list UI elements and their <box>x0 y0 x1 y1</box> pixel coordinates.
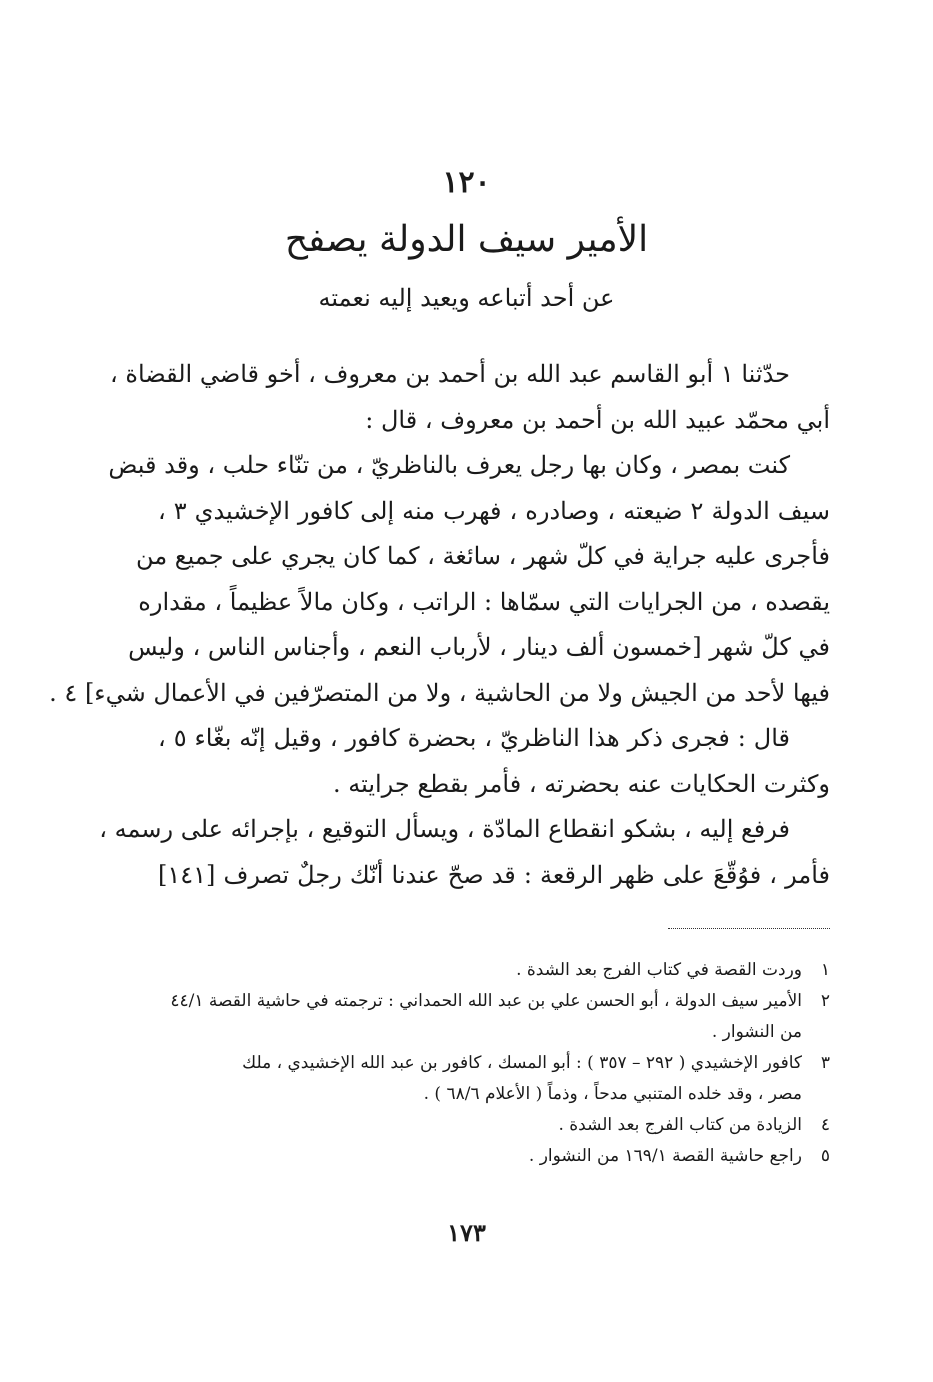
body-line-9: قال : فجرى ذكر هذا الناظريّ ، بحضرة كافور ، وقيل إنّه بغّاء ٥ ، <box>158 724 790 752</box>
footnote-continuation: مصر ، وقد خلده المتنبي مدحاً ، وذماً ( الأعلام ٦٨/٦ ) . <box>423 1084 802 1104</box>
footnote-number: ٤ <box>820 1115 830 1135</box>
story-title: الأمير سيف الدولة يصفح <box>284 219 649 260</box>
body-line-4: سيف الدولة ٢ ضيعته ، وصادره ، فهرب منه إلى كافور الإخشيدي ٣ ، <box>158 496 831 525</box>
footnote-separator <box>668 928 830 929</box>
body-line-5: فأجرى عليه جراية في كلّ شهر ، سائغة ، كما كان يجري على جميع من <box>136 542 830 570</box>
footnote-number: ٢ <box>820 991 830 1011</box>
story-subtitle: عن أحد أتباعه ويعيد إليه نعمته <box>318 284 615 312</box>
footnotes <box>150 955 830 1172</box>
footnote-number: ٣ <box>820 1053 830 1073</box>
body-line-8: فيها لأحد من الجيش ولا من الحاشية ، ولا من المتصرّفين في الأعمال شيء] ٤ . <box>49 678 830 707</box>
body-line-3: كنت بمصر ، وكان بها رجل يعرف بالناظريّ ، من تنّاء حلب ، وقد قبض <box>108 451 790 479</box>
footnote-line: وردت القصة في كتاب الفرج بعد الشدة . <box>516 960 802 980</box>
footnote-2 <box>150 986 830 1048</box>
footnote-line: كافور الإخشيدي ( ٢٩٢ – ٣٥٧ ) : أبو المسك ، كافور بن عبد الله الإخشيدي ، ملك <box>242 1053 802 1073</box>
footnote-continuation: من النشوار . <box>711 1022 802 1042</box>
body-line-2: أبي محمّد عبيد الله بن أحمد بن معروف ، قال : <box>365 405 830 434</box>
footnote-text <box>150 1141 802 1172</box>
footnote-line: الزيادة من كتاب الفرج بعد الشدة . <box>558 1115 802 1135</box>
footnote-line: الأمير سيف الدولة ، أبو الحسن علي بن عبد الله الحمداني : ترجمته في حاشية القصة ٤٤/١ <box>170 991 802 1011</box>
story-body <box>49 352 831 898</box>
footnote-5 <box>150 1141 830 1172</box>
footnote-text <box>150 986 802 1048</box>
footnote-number: ٥ <box>820 1146 830 1166</box>
body-line-1: حدّثنا ١ أبو القاسم عبد الله بن أحمد بن معروف ، أخو قاضي القضاة ، <box>110 360 790 388</box>
story-number: ١٢٠ <box>442 165 491 200</box>
footnote-1 <box>150 955 830 986</box>
footnote-text <box>150 1048 802 1110</box>
footnote-number: ١ <box>820 960 830 980</box>
footnote-3 <box>150 1048 830 1110</box>
body-line-12: فأمر ، فوُقّعَ على ظهر الرقعة : قد صحّ عندنا أنّك رجلٌ تصرف [١٤١] <box>158 860 830 889</box>
footnote-text <box>150 1110 802 1141</box>
page-number: ١٧٣ <box>447 1218 486 1247</box>
body-line-10: وكثرت الحكايات عنه بحضرته ، فأمر بقطع جرايته . <box>332 769 830 798</box>
body-line-11: فرفع إليه ، بشكو انقطاع المادّة ، ويسأل التوقيع ، بإجرائه على رسمه ، <box>99 815 790 843</box>
footnote-text <box>150 955 802 986</box>
footnote-4 <box>150 1110 830 1141</box>
body-line-6: يقصده ، من الجرايات التي سمّاها : الراتب ، وكان مالاً عظيماً ، مقداره <box>138 587 830 616</box>
body-line-7: في كلّ شهر [خمسون ألف دينار ، لأرباب النعم ، وأجناس الناس ، وليس <box>128 633 830 661</box>
footnote-line: راجع حاشية القصة ١٦٩/١ من النشوار . <box>528 1146 802 1166</box>
